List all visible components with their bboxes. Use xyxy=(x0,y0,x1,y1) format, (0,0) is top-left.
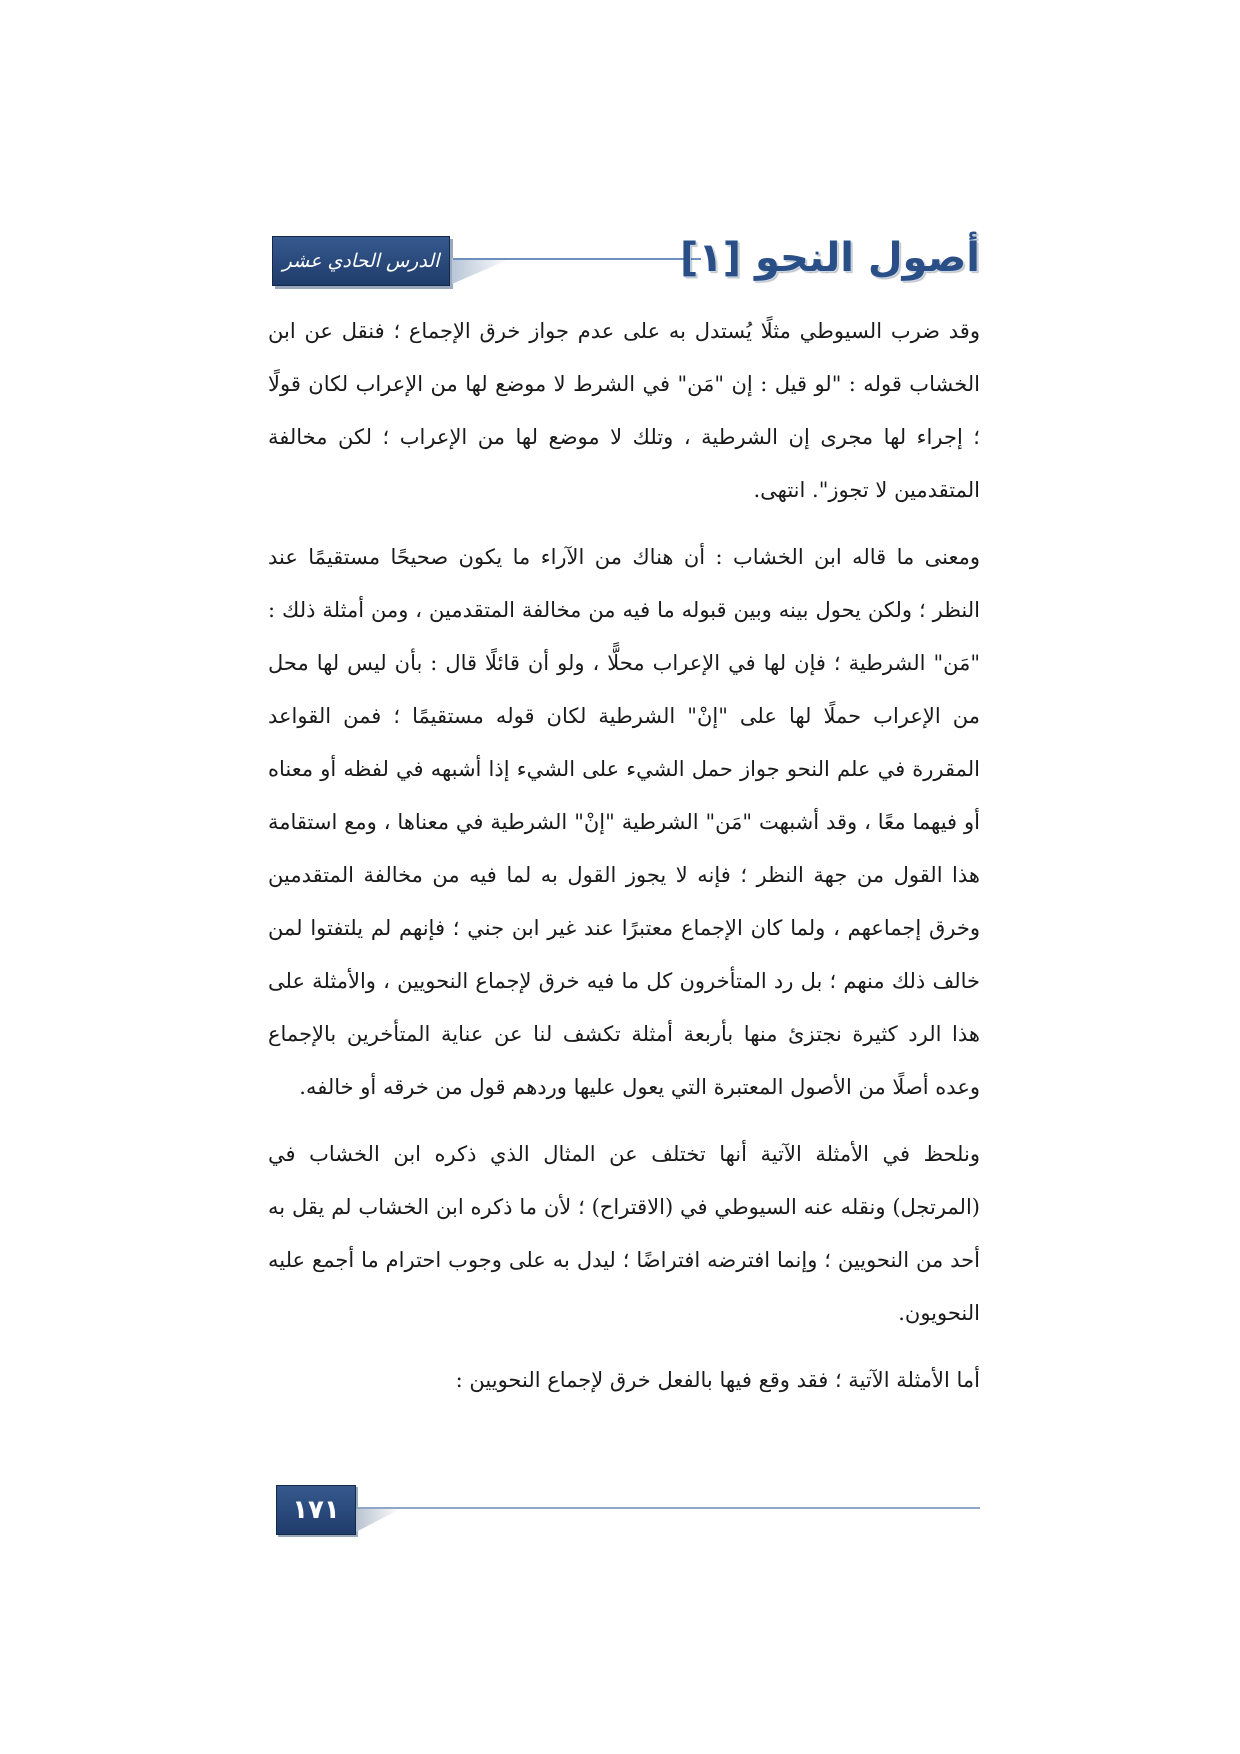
footer-wedge-decoration xyxy=(356,1508,402,1532)
paragraph: ومعنى ما قاله ابن الخشاب : أن هناك من الآراء ما يكون صحيحًا مستقيمًا عند النظر ؛ ولكن يحول بينه وبين قبوله ما فيه من مخالفة المتقدمين ، ومن أمثلة ذلك : "مَن" الشرطية ؛ فإن لها في الإعراب محلًّا ، ولو أن قائلًا قال : بأن ليس لها محل من الإعراب حملًا لها على "إنْ" الشرطية لكان قوله مستقيمًا ؛ فمن القواعد المقررة في علم النحو جواز حمل الشيء على الشيء إذا أشبهه في لفظه أو معناه أو فيهما معًا ، وقد أشبهت "مَن" الشرطية "إنْ" الشرطية في معناها ، ومع استقامة هذا القول من جهة النظر ؛ فإنه لا يجوز القول به لما فيه من مخالفة المتقدمين وخرق إجماعهم ، ولما كان الإجماع معتبرًا عند غير ابن جني ؛ فإنهم لم يلتفتوا لمن خالف ذلك منهم ؛ بل رد المتأخرون كل ما فيه خرق لإجماع النحويين ، والأمثلة على هذا الرد كثيرة نجتزئ منها بأربعة أمثلة تكشف لنا عن عناية المتأخرين بالإجماع وعده أصلًا من الأصول المعتبرة التي يعول عليها وردهم قول من خرقه أو خالفه. xyxy=(268,545,980,1099)
book-title: أصول النحو [١] xyxy=(680,235,980,281)
paragraph: أما الأمثلة الآتية ؛ فقد وقع فيها بالفعل خرق لإجماع النحويين : xyxy=(455,1368,980,1392)
page-number: ١٧١ xyxy=(292,1495,340,1525)
page-header xyxy=(268,232,980,292)
page-body xyxy=(268,305,980,1465)
header-wedge-decoration xyxy=(452,258,512,284)
paragraph: وقد ضرب السيوطي مثلًا يُستدل به على عدم جواز خرق الإجماع ؛ فنقل عن ابن الخشاب قوله : "لو قيل : إن "مَن" في الشرط لا موضع لها من الإعراب لكان قولًا ؛ إجراء لها مجرى إن الشرطية ، وتلك لا موضع لها من الإعراب ؛ لكن مخالفة المتقدمين لا تجوز". انتهى. xyxy=(268,319,980,502)
footer-rule xyxy=(356,1507,980,1509)
lesson-badge xyxy=(272,236,450,286)
page-footer xyxy=(276,1485,980,1535)
page-number-badge xyxy=(276,1485,356,1535)
paragraph: ونلحظ في الأمثلة الآتية أنها تختلف عن المثال الذي ذكره ابن الخشاب في (المرتجل) ونقله عنه السيوطي في (الاقتراح) ؛ لأن ما ذكره ابن الخشاب لم يقل به أحد من النحويين ؛ وإنما افترضه افتراضًا ؛ ليدل به على وجوب احترام ما أجمع عليه النحويون. xyxy=(268,1142,980,1325)
header-rule xyxy=(453,258,701,260)
lesson-label: الدرس الحادي عشر xyxy=(282,250,440,272)
